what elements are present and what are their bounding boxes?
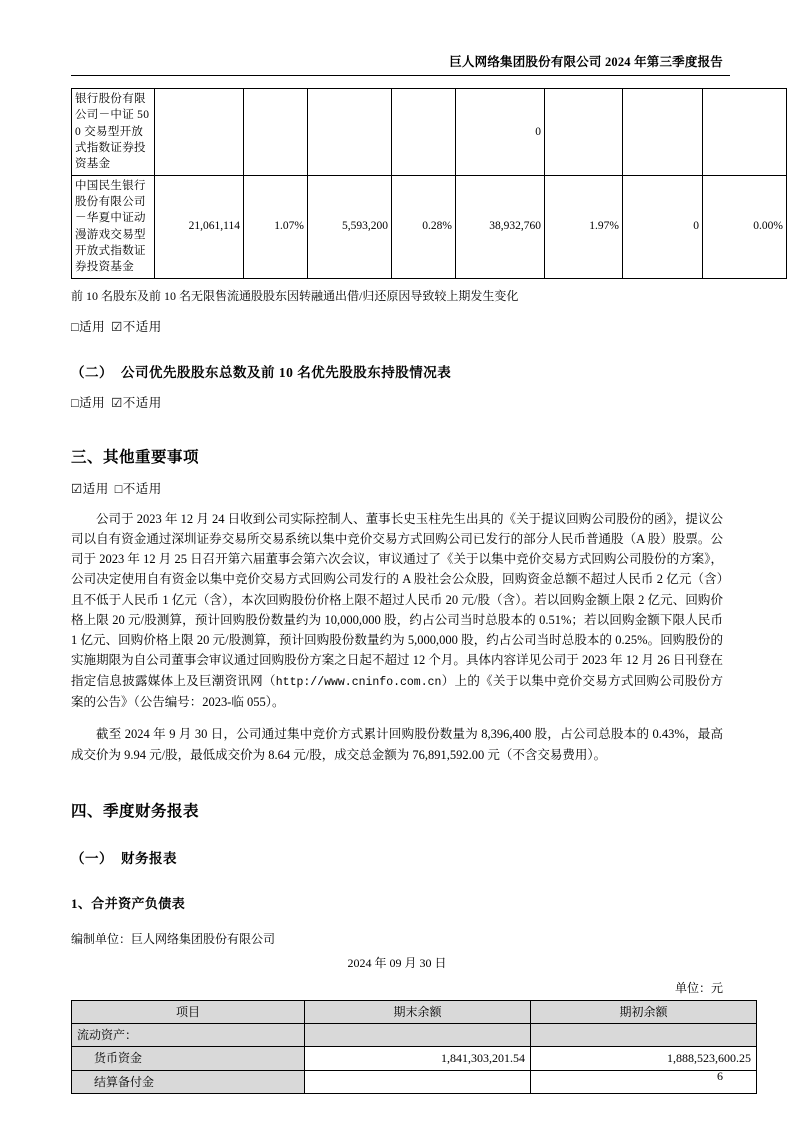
page-number: 6	[717, 1069, 723, 1083]
unreturned-shares: 0	[623, 175, 703, 278]
applicability-line-2	[71, 393, 723, 411]
table-row	[72, 89, 787, 176]
shares-held	[155, 89, 244, 176]
not-applicable-label: 不适用	[122, 395, 162, 410]
section-four-sub-one-title: 财务报表	[121, 850, 177, 866]
checkbox-unchecked-icon[interactable]: □	[71, 395, 80, 410]
restricted-shares	[308, 89, 392, 176]
shareholder-change-note: 前 10 名股东及前 10 名无限售流通股股东因转融通出借/归还原因导致较上期发生变化	[71, 288, 519, 303]
pct-held: 1.07%	[244, 175, 308, 278]
applicable-label: 适用	[79, 319, 106, 334]
balance-sheet-heading: 1、合并资产负债表	[71, 895, 186, 911]
checkbox-checked-icon[interactable]: ☑	[111, 319, 123, 334]
restricted-shares: 5,593,200	[308, 175, 392, 278]
lent-shares: 0	[456, 89, 545, 176]
buyback-paragraph-1-part2: ）上的《关于以集中竞价交易方式回购公司股份方案的公告》（公告编号：2023-临 055）。	[71, 673, 723, 710]
section-two-heading	[71, 361, 723, 381]
shares-held: 21,061,114	[155, 175, 244, 278]
pct-lent	[545, 89, 623, 176]
unreturned-shares	[623, 89, 703, 176]
checkbox-unchecked-icon[interactable]: □	[71, 319, 80, 334]
not-applicable-label: 不适用	[122, 481, 162, 496]
row-end-balance: 1,841,303,201.54	[305, 1047, 531, 1070]
section-three-heading: 三、其他重要事项	[71, 448, 200, 466]
lent-shares: 38,932,760	[456, 175, 545, 278]
top-shareholders-table	[71, 88, 787, 279]
report-date: 2024 年 09 月 30 日	[347, 955, 447, 970]
section-four-heading: 四、季度财务报表	[71, 802, 200, 820]
buyback-paragraph-1-part1: 公司于 2023 年 12 月 24 日收到公司实际控制人、董事长史玉柱先生出具的《关于提议回购公司股份的函》，提议公司以自有资金通过深圳证券交易所交易系统以集中竞价交易方式回购公司已发行的部分人民币普通股（A 股）股票。公司于 2023 年 12 月 25 日召开第六届董事会第六次会议，审议通过了《关于以集中竞价交易方式回购公司股份的方案》，公司决定使用自有资金以集中竞价交易方式回购公司发行的 A 股社会公众股，回购资金总额不超过人民币 2 亿元（含）且不低于人民币 1 亿元（含），本次回购股份价格上限不超过人民币 20 元/股（含）。若以回购金额上限 2 亿元、回购价格上限 20 元/股测算，预计回购股份数量约为 10,000,000 股，约占公司当时总股本的 0.51%；若以回购金额下限人民币 1 亿元、回购价格上限 20 元/股测算，预计回购股份数量约为 5,000,000 股，约占公司当时总股本的 0.25%。回购股份的实施期限为自公司董事会审议通过回购股份方案之日起不超过 12 个月。具体内容详见公司于 2023 年 12 月 26 日刊登在指定信息披露媒体上及巨潮资讯网（	[71, 511, 723, 688]
table-row	[72, 175, 787, 278]
pct-lent: 1.97%	[545, 175, 623, 278]
cninfo-url[interactable]: http://www.cninfo.com.cn	[275, 675, 442, 689]
shareholder-name: 中国民生银行股份有限公司－华夏中证动漫游戏交易型开放式指数证券投资基金	[72, 175, 155, 278]
preparer-line: 编制单位：巨人网络集团股份有限公司	[71, 931, 276, 946]
row-label: 流动资产：	[72, 1024, 305, 1047]
column-header-item: 项目	[72, 1000, 305, 1023]
table-row	[72, 1047, 757, 1070]
section-two-index: （二）	[71, 364, 113, 380]
column-header-begin-balance: 期初余额	[531, 1000, 757, 1023]
page-content	[71, 88, 783, 1094]
section-two-title: 公司优先股股东总数及前 10 名优先股股东持股情况表	[121, 364, 452, 380]
pct-held	[244, 89, 308, 176]
pct-restricted	[392, 89, 456, 176]
applicable-label: 适用	[82, 481, 109, 496]
row-label: 结算备付金	[72, 1070, 305, 1093]
buyback-paragraph-2: 截至 2024 年 9 月 30 日，公司通过集中竞价方式累计回购股份数量为 8,396,400 股，占公司总股本的 0.43%，最高成交价为 9.94 元/股，最低成交价为 8.64 元/股，成交总金额为 76,891,592.00 元（不含交易费用）。	[71, 727, 723, 762]
pct-unreturned	[703, 89, 787, 176]
buyback-paragraph-1	[71, 509, 723, 713]
section-four-sub-one-index: （一）	[71, 850, 113, 866]
checkbox-checked-icon[interactable]: ☑	[111, 395, 123, 410]
section-four-sub-one-heading	[71, 847, 723, 867]
unit-label: 单位：元	[674, 980, 723, 995]
table-row	[72, 1024, 757, 1047]
checkbox-checked-icon[interactable]: ☑	[71, 481, 83, 496]
pct-restricted: 0.28%	[392, 175, 456, 278]
table-header-row	[72, 1000, 757, 1023]
applicability-line-1	[71, 317, 723, 335]
running-header: 巨人网络集团股份有限公司 2024 年第三季度报告	[449, 55, 723, 69]
header-divider	[71, 75, 730, 76]
checkbox-unchecked-icon[interactable]: □	[114, 481, 123, 496]
shareholder-name: 银行股份有限公司－中证 500 交易型开放式指数证券投资基金	[72, 89, 155, 176]
pct-unreturned: 0.00%	[703, 175, 787, 278]
applicability-line-3	[71, 479, 723, 497]
applicable-label: 适用	[79, 395, 106, 410]
row-begin-balance: 1,888,523,600.25	[531, 1047, 757, 1070]
not-applicable-label: 不适用	[122, 319, 162, 334]
row-begin-balance	[531, 1024, 757, 1047]
row-label: 货币资金	[72, 1047, 305, 1070]
row-end-balance	[305, 1024, 531, 1047]
column-header-end-balance: 期末余额	[305, 1000, 531, 1023]
